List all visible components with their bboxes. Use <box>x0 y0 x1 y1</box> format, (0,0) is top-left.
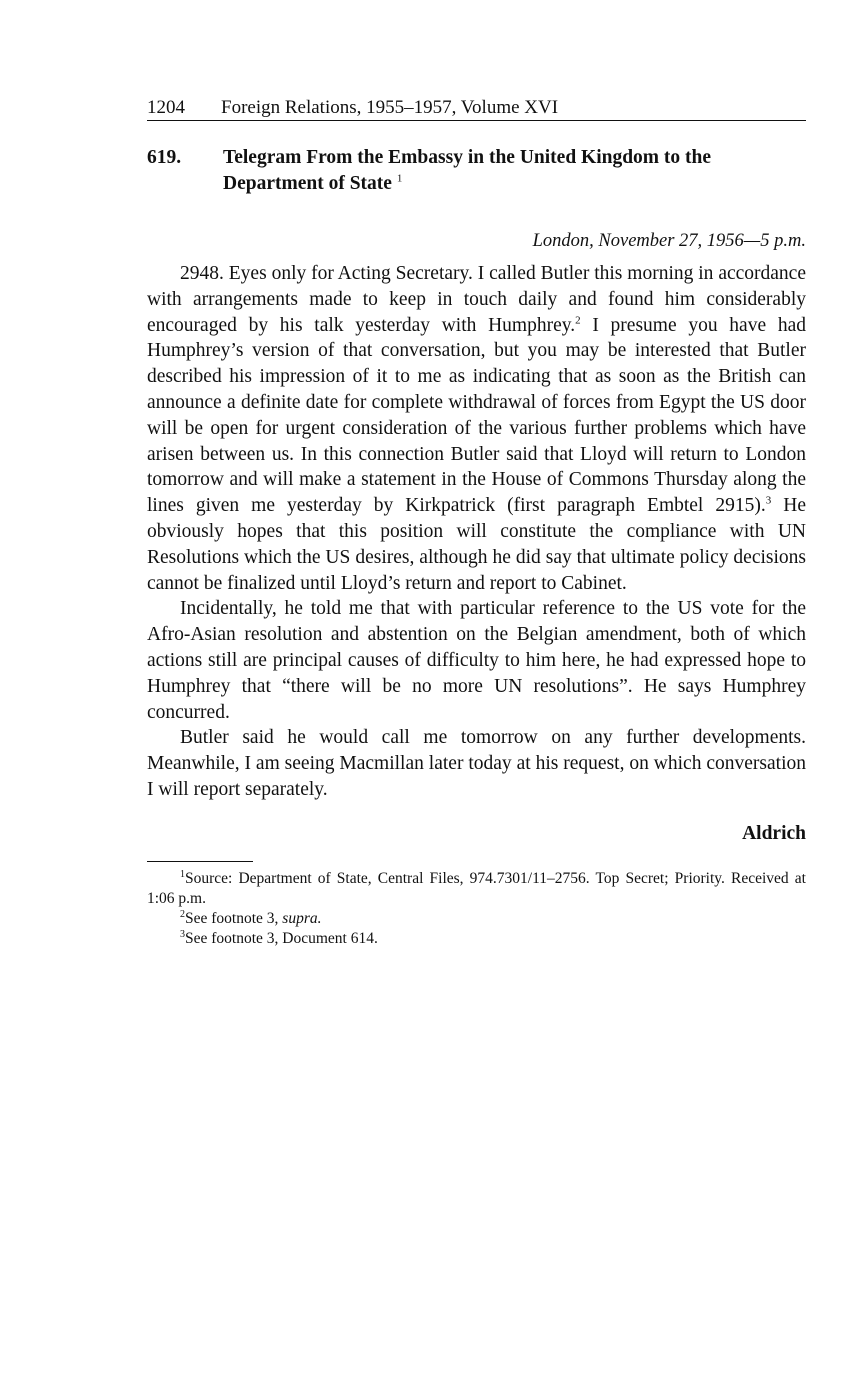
document-heading <box>147 145 806 197</box>
document-number: 619. <box>147 147 182 168</box>
footnote-ref-1[interactable]: 1 <box>396 172 403 185</box>
telegram-body <box>147 261 806 803</box>
running-head <box>147 96 806 121</box>
footnote-2-mark: 2 <box>180 908 185 920</box>
dateline: London, November 27, 1956—5 p.m. <box>532 231 806 251</box>
footnote-3-text: See footnote 3, Document 614. <box>185 929 378 947</box>
footnote-ref-2[interactable]: 2 <box>575 314 581 327</box>
document-page <box>147 96 806 949</box>
paragraph-1-part-a: 2948. Eyes only for Acting Secretary. I called Butler this morning in accordance with arrangements made to keep in touch daily and found him considerably encouraged by his talk yesterday with Humphrey. <box>147 263 806 336</box>
body-paragraph-3: Butler said he would call me tomorrow on any further developments. Meanwhile, I am seeing Macmillan later today at his request, on which conversation I will report separately. <box>147 727 806 800</box>
footnote-3-mark: 3 <box>180 928 185 940</box>
footnote-rule <box>147 861 253 862</box>
document-title-block <box>223 145 806 197</box>
footnote-3 <box>147 929 806 949</box>
footnotes <box>147 869 806 949</box>
page-number: 1204 <box>147 97 185 118</box>
footnote-2-text: See footnote 3, <box>185 909 283 927</box>
footnote-2 <box>147 909 806 929</box>
footnote-2-italic: supra. <box>282 909 322 927</box>
footnote-1-text: Source: Department of State, Central Files, 974.7301/11–2756. Top Secret; Priority. Received at 1:06 p.m. <box>147 869 806 907</box>
volume-title: Foreign Relations, 1955–1957, Volume XVI <box>221 97 559 118</box>
footnote-1-mark: 1 <box>180 868 185 880</box>
signature: Aldrich <box>742 822 806 844</box>
paragraph-1-part-c: He obviously hopes that this position will constitute the compliance with UN Resolutions which the US desires, although he did say that ultimate policy decisions cannot be finalized until Lloyd’s return and report to Cabinet. <box>147 495 806 594</box>
paragraph-1-part-b: I presume you have had Humphrey’s version of that conversation, but you may be interested that Butler described his impression of it to me as indicating that as soon as the British can announce a definite date for complete withdrawal of forces from Egypt the US door will be open for urgent consideration of the various further problems which have arisen between us. In this connection Butler said that Lloyd will return to London tomorrow and will make a statement in the House of Commons Thursday along the lines given me yesterday by Kirkpatrick (first paragraph Embtel 2915). <box>147 314 806 517</box>
body-paragraph-2: Incidentally, he told me that with particular reference to the US vote for the Afro-Asian resolution and abstention on the Belgian amendment, both of which actions still are principal causes of difficulty to him here, he had expressed hope to Humphrey that “there will be no more UN resolutions”. He says Humphrey concurred. <box>147 598 806 723</box>
document-title: Telegram From the Embassy in the United Kingdom to the Department of State <box>223 147 712 194</box>
footnote-ref-3[interactable]: 3 <box>765 494 772 507</box>
footnote-1 <box>147 869 806 909</box>
body-paragraph-1 <box>147 261 806 596</box>
